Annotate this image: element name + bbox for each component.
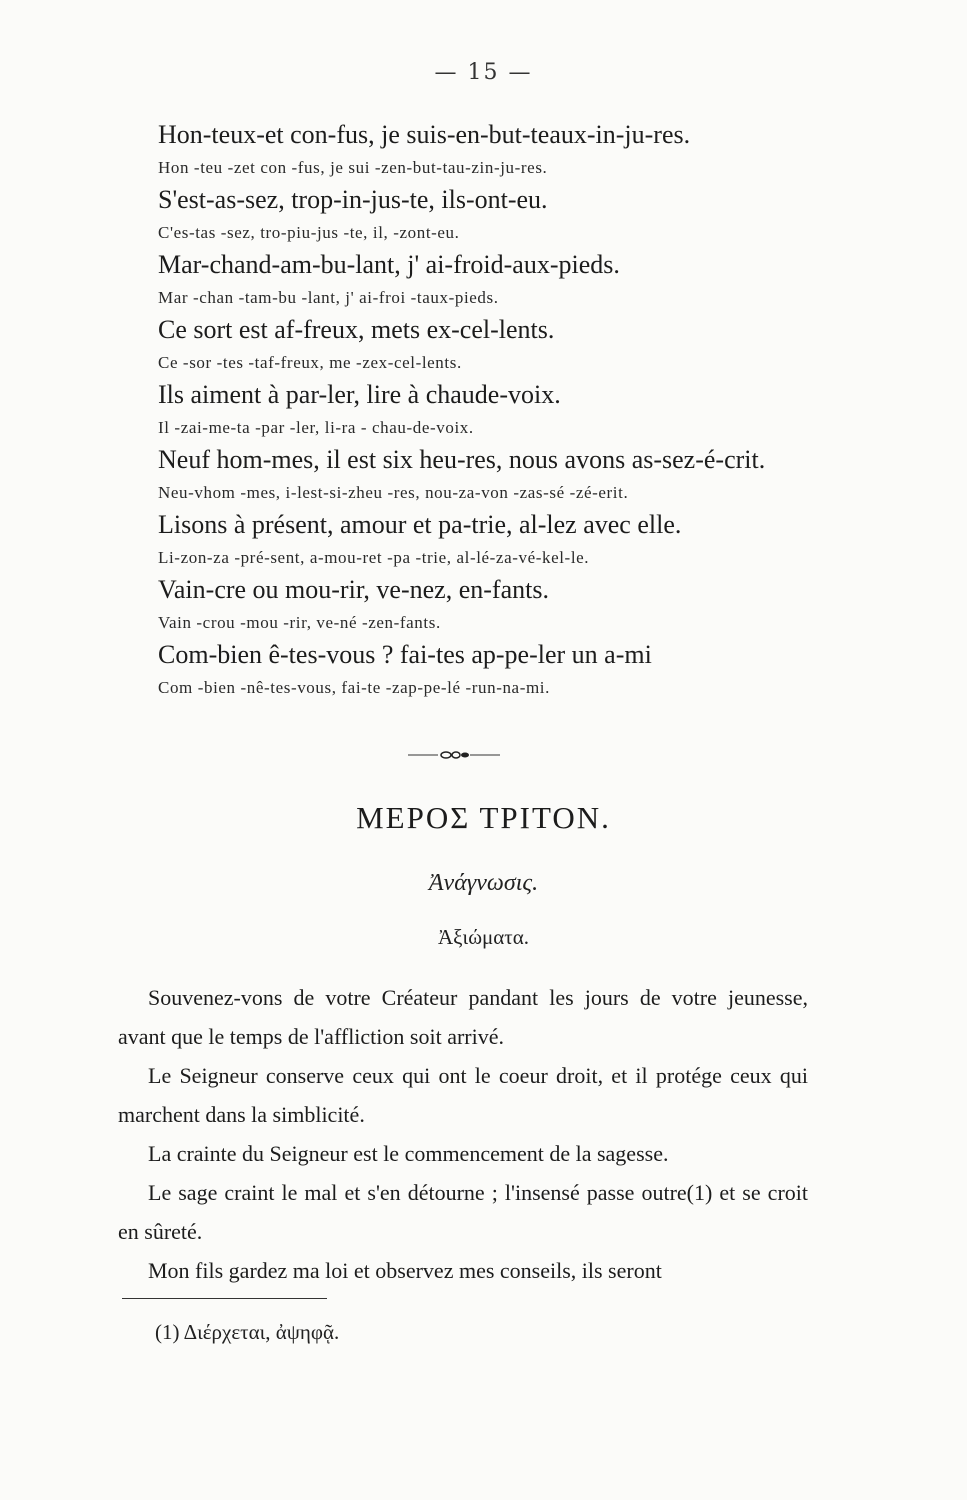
pronunciation-line: C'es-tas -sez, tro-piu-jus -te, il, -zont-eu. [158, 223, 460, 242]
pronunciation-pair [158, 573, 838, 638]
sentence-line: Lisons à présent, amour et pa-trie, al-lez avec elle. [158, 510, 682, 539]
page-number: — 15 — [434, 60, 533, 85]
pronunciation-pair [158, 313, 838, 378]
pronunciation-line: Vain -crou -mou -rir, ve-né -zen-fants. [158, 613, 441, 632]
paragraph: Souvenez-vons de votre Créateur pandant les jours de votre jeunesse, avant que le temps de l'affliction soit arrivé. [118, 985, 808, 1049]
pronunciation-pair [158, 638, 838, 703]
section-subtitle: Ἀνάγνωσις. [428, 870, 539, 896]
section-subheading: Ἀξιώματα. [438, 925, 529, 949]
maxims-text [118, 978, 808, 1290]
pronunciation-line: Ce -sor -tes -taf-freux, me -zex-cel-lents. [158, 353, 462, 372]
pronunciation-exercise [158, 118, 838, 703]
sentence-line: Mar-chand-am-bu-lant, j' ai-froid-aux-pieds. [158, 250, 620, 279]
pronunciation-line: Li-zon-za -pré-sent, a-mou-ret -pa -trie, al-lé-za-vé-kel-le. [158, 548, 590, 567]
pronunciation-line: Hon -teu -zet con -fus, je sui -zen-but-tau-zin-ju-res. [158, 158, 548, 177]
ornament-divider [408, 746, 500, 762]
sentence-line: Ce sort est af-freux, mets ex-cel-lents. [158, 315, 555, 344]
pronunciation-pair [158, 248, 838, 313]
section-title: ΜΕΡΟΣ ΤΡΙΤΟΝ. [356, 800, 611, 835]
pronunciation-pair [158, 183, 838, 248]
paragraph: La crainte du Seigneur est le commencement de la sagesse. [148, 1141, 669, 1166]
footnote-rule [122, 1298, 327, 1299]
sentence-line: Vain-cre ou mou-rir, ve-nez, en-fants. [158, 575, 549, 604]
paragraph: Le Seigneur conserve ceux qui ont le coeur droit, et il protége ceux qui marchent dans la simblicité. [118, 1063, 808, 1127]
sentence-line: S'est-as-sez, trop-in-jus-te, ils-ont-eu. [158, 185, 548, 214]
pronunciation-line: Mar -chan -tam-bu -lant, j' ai-froi -taux-pieds. [158, 288, 499, 307]
paragraph: Mon fils gardez ma loi et observez mes conseils, ils seront [148, 1258, 662, 1283]
pronunciation-line: Neu-vhom -mes, i-lest-si-zheu -res, nou-za-von -zas-sé -zé-erit. [158, 483, 629, 502]
sentence-line: Com-bien ê-tes-vous ? fai-tes ap-pe-ler un a-mi [158, 640, 652, 669]
sentence-line: Neuf hom-mes, il est six heu-res, nous avons as-sez-é-crit. [158, 445, 766, 474]
footnote: (1) Διέρχεται, ἀψηφᾷ. [155, 1320, 340, 1344]
pronunciation-line: Il -zai-me-ta -par -ler, li-ra - chau-de-voix. [158, 418, 474, 437]
sentence-line: Ils aiment à par-ler, lire à chaude-voix. [158, 380, 561, 409]
pronunciation-pair [158, 118, 838, 183]
sentence-line: Hon-teux-et con-fus, je suis-en-but-teaux-in-ju-res. [158, 120, 691, 149]
paragraph: Le sage craint le mal et s'en détourne ; l'insensé passe outre(1) et se croit en sûreté. [118, 1180, 808, 1244]
pronunciation-pair [158, 443, 838, 508]
pronunciation-pair [158, 508, 838, 573]
pronunciation-line: Com -bien -nê-tes-vous, fai-te -zap-pe-lé -run-na-mi. [158, 678, 550, 697]
pronunciation-pair [158, 378, 838, 443]
